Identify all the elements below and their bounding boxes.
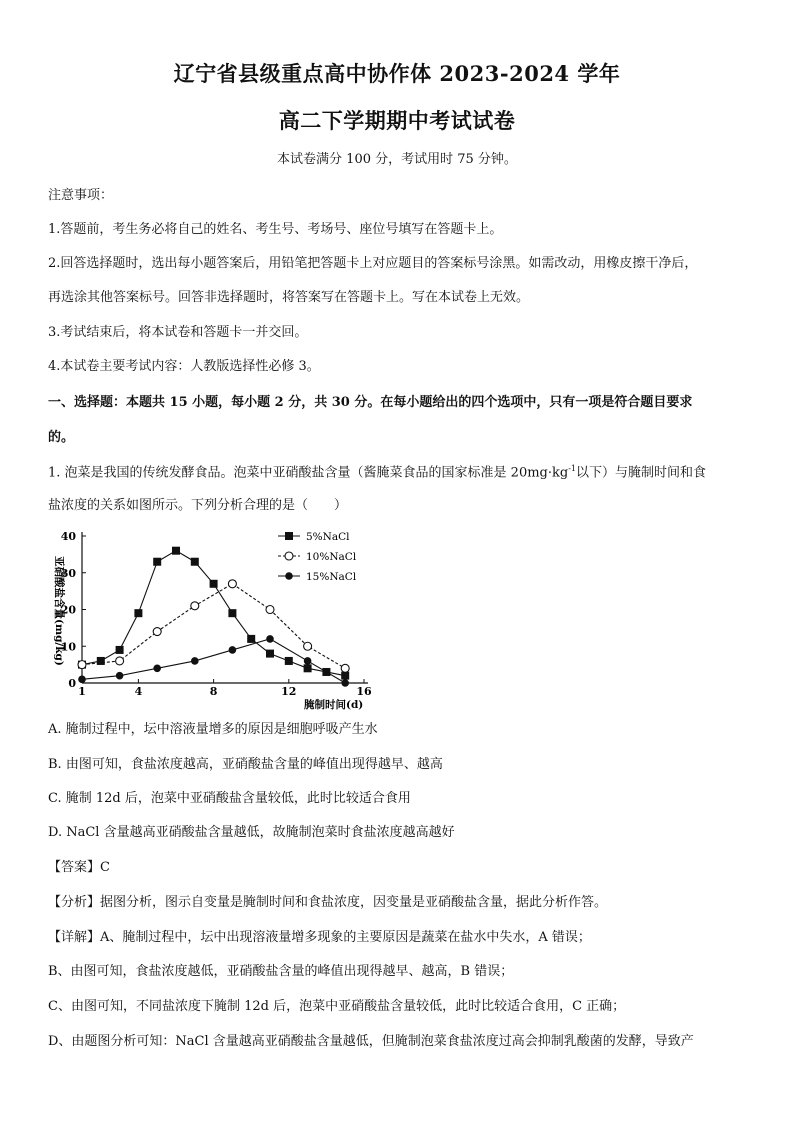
data-point [153,628,161,636]
data-point [285,572,293,580]
data-point [341,664,349,672]
data-point [341,679,349,687]
y-tick-label: 40 [60,530,76,543]
notes-item-1: 1.答题前，考生务必将自己的姓名、考生号、考场号、座位号填写在答题卡上。 [48,222,503,237]
x-tick-label: 12 [281,685,297,698]
explain-b: B、由图可知，食盐浓度越低，亚硝酸盐含量的峰值出现得越早、越高，B 错误； [48,964,514,979]
explain-c: C、由图可知，不同盐浓度下腌制 12d 后，泡菜中亚硝酸盐含量较低，此时比较适合食用，C 正确； [48,999,626,1014]
legend-label: 15%NaCl [306,571,357,583]
data-point [191,602,199,610]
explain-d: D、由题图分析可知：NaCl 含量越高亚硝酸盐含量越低，但腌制泡菜食盐浓度过高会抑制乳酸菌的发酵，导致产 [48,1034,694,1049]
data-point [229,646,237,654]
data-point [78,661,86,669]
option-b: B. 由图可知，食盐浓度越高，亚硝酸盐含量的峰值出现得越早、越高 [48,757,443,772]
legend-label: 5%NaCl [306,531,350,543]
exam-title-line1: 辽宁省县级重点高中协作体 2023-2024 学年 [173,61,621,86]
data-point [134,609,142,617]
notes-item-3: 3.考试结束后，将本试卷和答题卡一并交回。 [48,325,308,340]
data-point [228,609,236,617]
data-point [97,657,105,665]
data-point [78,676,86,684]
notes-item-4: 4.本试卷主要考试内容：人教版选择性必修 3。 [48,359,320,374]
data-point [285,552,293,560]
section1-heading: 一、选择题：本题共 15 小题，每小题 2 分，共 30 分。在每小题给出的四个选项中，只有一项是符合题目要求 [48,395,693,410]
data-point [341,672,349,680]
legend-label: 10%NaCl [306,551,357,563]
notes-item-2-cont: 再选涂其他答案标号。回答非选择题时，将答案写在答题卡上。写在本试卷上无效。 [48,290,530,305]
question1-stem-part1: 1. 泡菜是我国的传统发酵食品。泡菜中亚硝酸盐含量（酱腌菜食品的国家标准是 20mg·kg [48,465,569,481]
question1-stem-line2: 盐浓度的关系如图所示。下列分析合理的是（ ） [48,498,348,513]
data-point [285,532,293,540]
data-point [304,664,312,672]
data-point [247,635,255,643]
explain-a: 【详解】A、腌制过程中，坛中出现溶液量增多现象的主要原因是蔬菜在盐水中失水，A 错误； [48,930,591,945]
notes-item-2: 2.回答选择题时，选出每小题答案后，用铅笔把答题卡上对应题目的答案标号涂黑。如需改动，用橡皮擦干净后， [48,256,698,271]
section1-heading-cont: 的。 [48,430,75,445]
data-point [285,657,293,665]
nitrite-chart [46,526,376,711]
data-point [116,646,124,654]
question1-stem-line1 [48,464,750,481]
data-point [304,657,312,665]
x-tick-label: 4 [134,685,143,698]
question1-stem-sup: -1 [568,464,576,473]
x-tick-label: 16 [356,685,372,698]
data-point [304,642,312,650]
data-point [191,558,199,566]
data-point [210,580,218,588]
y-tick-label: 10 [60,640,76,654]
y-tick-label: 30 [60,566,76,580]
analysis: 【分析】据图分析，图示自变量是腌制时间和食盐浓度，因变量是亚硝酸盐含量，据此分析作答。 [48,895,608,910]
y-tick-label: 20 [60,603,76,617]
notes-heading: 注意事项： [48,188,114,203]
exam-info: 本试卷满分 100 分，考试用时 75 分钟。 [277,152,517,167]
question1-stem-part2: 以下）与腌制时间和食 [576,465,707,481]
data-point [266,606,274,614]
y-tick-label: 0 [68,677,76,690]
data-point [266,650,274,658]
data-point [153,665,161,673]
data-point [153,558,161,566]
data-point [116,672,124,680]
exam-title-line2: 高二下学期期中考试试卷 [278,108,516,133]
x-tick-label: 1 [78,685,86,698]
option-a: A. 腌制过程中，坛中溶液量增多的原因是细胞呼吸产生水 [48,722,378,737]
option-c: C. 腌制 12d 后，泡菜中亚硝酸盐含量较低，此时比较适合食用 [48,791,411,806]
option-d: D. NaCl 含量越高亚硝酸盐含量越低，故腌制泡菜时食盐浓度越高越好 [48,825,455,840]
data-point [172,547,180,555]
chart-xlabel: 腌制时间(d) [304,699,364,711]
data-point [191,657,199,665]
x-tick-label: 8 [209,685,218,698]
data-point [228,580,236,588]
answer: 【答案】C [48,860,110,875]
chart-ylabel: 亚硝酸盐含量(mg/kg) [53,556,65,666]
data-point [116,657,124,665]
data-point [266,635,274,643]
